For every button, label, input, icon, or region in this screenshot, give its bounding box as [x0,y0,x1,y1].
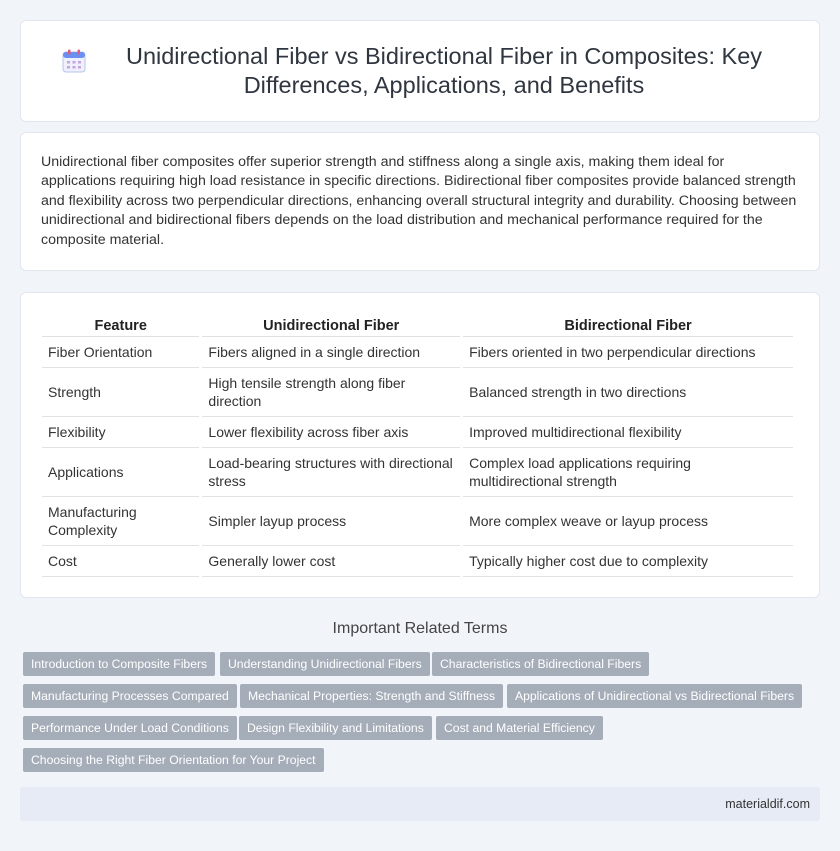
intro-card [20,132,820,271]
related-term-tag[interactable]: Choosing the Right Fiber Orientation for Your Project [23,748,324,772]
page-title: Unidirectional Fiber vs Bidirectional Fiber in Composites: Key Differences, Applications, and Benefits [125,43,763,98]
related-term-tag[interactable]: Cost and Material Efficiency [436,716,603,740]
row-bidirectional: Typically higher cost due to complexity [463,546,793,577]
row-feature: Manufacturing Complexity [42,497,199,546]
related-term-tag[interactable]: Applications of Unidirectional vs Bidirectional Fibers [507,684,802,708]
row-unidirectional: Fibers aligned in a single direction [202,337,460,368]
row-bidirectional: Fibers oriented in two perpendicular directions [463,337,793,368]
table-header-row [42,315,793,337]
table-row [42,368,793,417]
row-bidirectional: Complex load applications requiring multidirectional strength [463,448,793,497]
table-row [42,546,793,577]
row-unidirectional: Generally lower cost [202,546,460,577]
table-row [42,448,793,497]
comparison-card [20,292,820,598]
footer-site-link[interactable]: materialdif.com [725,797,810,811]
title-wrap [61,42,779,100]
row-feature: Cost [42,546,199,577]
related-term-tag[interactable]: Mechanical Properties: Strength and Stiffness [240,684,503,708]
related-terms-heading: Important Related Terms [332,620,508,637]
row-feature: Flexibility [42,417,199,448]
row-unidirectional: Lower flexibility across fiber axis [202,417,460,448]
calendar-icon [61,48,87,74]
related-term-tag[interactable]: Manufacturing Processes Compared [23,684,237,708]
table-row [42,497,793,546]
table-row [42,337,793,368]
row-unidirectional: Load-bearing structures with directional stress [202,448,460,497]
row-feature: Fiber Orientation [42,337,199,368]
header-unidirectional: Unidirectional Fiber [202,315,460,337]
related-term-tag[interactable]: Characteristics of Bidirectional Fibers [432,652,649,676]
intro-paragraph: Unidirectional fiber composites offer superior strength and stiffness along a single axis, making them ideal for applications requiring high load resistance in specific directions. Bidirectional fiber composites provide balanced strength and flexibility across two perpendicular directions, enhancing overall structural integrity and durability. Choosing between unidirectional and bidirectional fibers depends on the load distribution and mechanical performance required for the composite material. [41,154,797,248]
related-term-tag[interactable]: Design Flexibility and Limitations [239,716,432,740]
row-unidirectional: High tensile strength along fiber direction [202,368,460,417]
row-feature: Strength [42,368,199,417]
row-bidirectional: Improved multidirectional flexibility [463,417,793,448]
related-term-tag[interactable]: Understanding Unidirectional Fibers [220,652,430,676]
related-term-tag[interactable]: Performance Under Load Conditions [23,716,237,740]
footer [20,787,820,821]
header-feature: Feature [42,315,199,337]
header-bidirectional: Bidirectional Fiber [463,315,793,337]
table-row [42,417,793,448]
row-bidirectional: More complex weave or layup process [463,497,793,546]
row-feature: Applications [42,448,199,497]
comparison-table [39,315,796,577]
title-card [20,20,820,122]
row-unidirectional: Simpler layup process [202,497,460,546]
related-term-tag[interactable]: Introduction to Composite Fibers [23,652,215,676]
row-bidirectional: Balanced strength in two directions [463,368,793,417]
